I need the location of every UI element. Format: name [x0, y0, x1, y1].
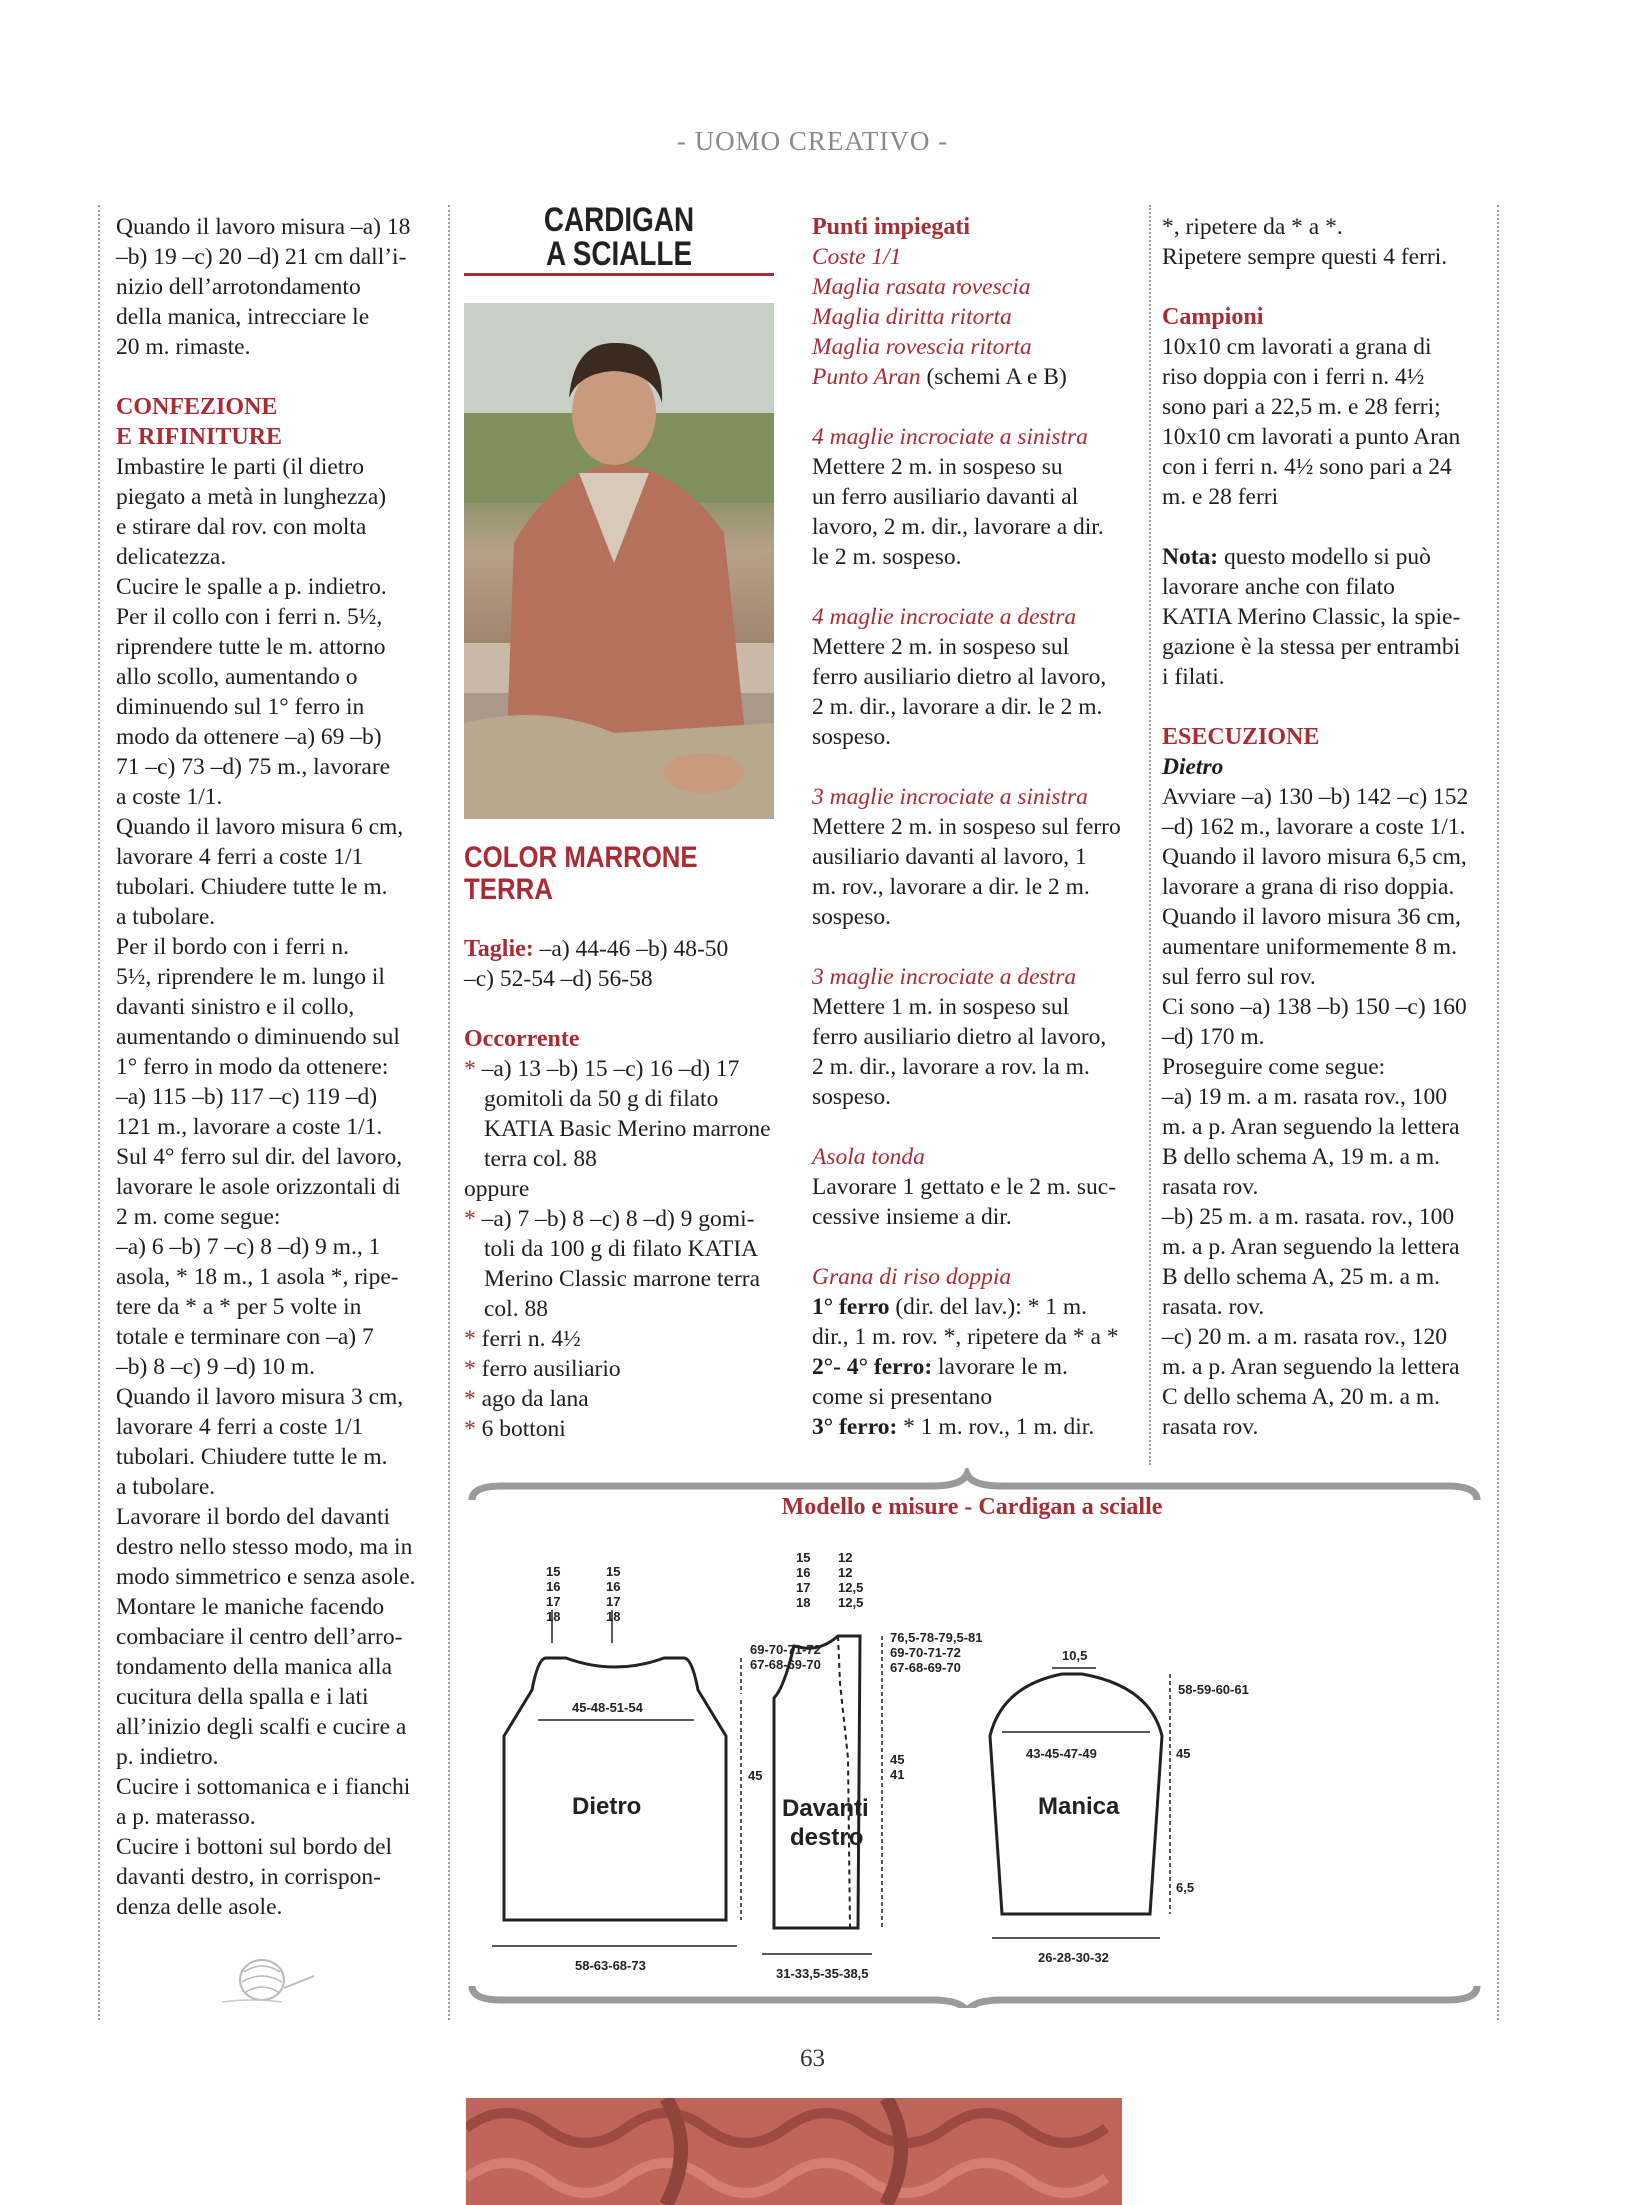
paragraph-line: a tubolare.	[116, 904, 216, 930]
paragraph-line: tubolari. Chiudere tutte le m.	[116, 874, 388, 900]
paragraph-line: combaciare il centro dell’arro-	[116, 1624, 403, 1650]
measure: 58-59-60-61	[1178, 1682, 1249, 1697]
paragraph-line: Montare le maniche facendo	[116, 1594, 385, 1620]
bullet-star: *	[464, 1056, 476, 1082]
instruction-line: ausiliario davanti al lavoro, 1	[812, 844, 1087, 870]
instruction-line: Mettere 2 m. in sospeso su	[812, 454, 1063, 480]
paragraph-line: p. indietro.	[116, 1744, 219, 1770]
paragraph-line: Quando il lavoro misura 36 cm,	[1162, 904, 1461, 930]
paragraph-line: 121 m., lavorare a coste 1/1.	[116, 1114, 383, 1140]
paragraph-line: Lavorare il bordo del davanti	[116, 1504, 391, 1530]
measure: 31-33,5-35-38,5	[776, 1966, 869, 1981]
paragraph-line: –a) 115 –b) 117 –c) 119 –d)	[116, 1084, 378, 1110]
davanti-label-2: destro	[790, 1824, 864, 1851]
occorrente-label: Occorrente	[464, 1026, 580, 1052]
measure: 67-68-69-70	[750, 1657, 821, 1672]
stitch-title: Grana di riso doppia	[812, 1264, 1012, 1290]
row-text: lavorare le m.	[932, 1354, 1068, 1380]
paragraph-line: sul ferro sul rov.	[1162, 964, 1316, 990]
stitch-title: Asola tonda	[812, 1144, 925, 1170]
measure: 18	[796, 1595, 811, 1610]
paragraph-line: rasata rov.	[1162, 1174, 1259, 1200]
instruction-line: Lavorare 1 gettato e le 2 m. suc-	[812, 1174, 1117, 1200]
paragraph-line: rasata rov.	[1162, 1414, 1259, 1440]
paragraph-line: KATIA Merino Classic, la spie-	[1162, 604, 1461, 630]
occorrente-item-cont: gomitoli da 50 g di filato	[484, 1086, 719, 1112]
row-label: 1° ferro	[812, 1294, 890, 1320]
paragraph-line: Cucire i sottomanica e i fianchi	[116, 1774, 411, 1800]
occorrente-item: ago da lana	[481, 1386, 589, 1412]
paragraph-line: m. e 28 ferri	[1162, 484, 1279, 510]
measure: 69-70-71-72	[890, 1645, 961, 1660]
paragraph-line: davanti destro, in corrispon-	[116, 1864, 381, 1890]
spacer	[116, 362, 432, 392]
article-title	[492, 203, 746, 271]
column-2-text	[464, 934, 784, 1444]
taglie-value: –a) 44-46 –b) 48-50	[533, 936, 729, 962]
paragraph-line: 71 –c) 73 –d) 75 m., lavorare	[116, 754, 391, 780]
measure: 41	[890, 1767, 905, 1782]
paragraph-line: modo da ottenere –a) 69 –b)	[116, 724, 382, 750]
color-title-line-2: TERRA	[464, 873, 553, 906]
paragraph-line: m. a p. Aran seguendo la lettera	[1162, 1234, 1460, 1260]
bullet-star: *	[464, 1356, 476, 1382]
paragraph-line: –a) 6 –b) 7 –c) 8 –d) 9 m., 1	[116, 1234, 381, 1260]
instruction-line: ferro ausiliario dietro al lavoro,	[812, 1024, 1107, 1050]
measure: 26-28-30-32	[1038, 1950, 1109, 1965]
measure: 58-63-68-73	[575, 1958, 646, 1973]
measure: 45-48-51-54	[572, 1700, 643, 1715]
paragraph-line: C dello schema A, 20 m. a m.	[1162, 1384, 1441, 1410]
instruction-line: sospeso.	[812, 904, 891, 930]
dietro-schematic	[492, 1610, 741, 1946]
bullet-star: *	[464, 1416, 476, 1442]
knit-swatch-photo	[466, 2098, 1122, 2205]
taglie-label: Taglie:	[464, 936, 534, 962]
paragraph-line: Proseguire come segue:	[1162, 1054, 1386, 1080]
paragraph-line: lavorare 4 ferri a coste 1/1	[116, 1414, 364, 1440]
stitch-title: 4 maglie incrociate a sinistra	[812, 424, 1088, 450]
measure: 15	[606, 1564, 621, 1579]
stitch-instructions	[812, 812, 1137, 932]
measure: 16	[606, 1579, 621, 1594]
occorrente-item: 6 bottoni	[481, 1416, 566, 1442]
instruction-line: cessive insieme a dir.	[812, 1204, 1012, 1230]
column-3-text	[812, 212, 1137, 1442]
measure: 6,5	[1176, 1880, 1195, 1895]
instruction-line: 2 m. dir., lavorare a rov. la m.	[812, 1054, 1090, 1080]
paragraph-line: e stirare dal rov. con molta	[116, 514, 367, 540]
paragraph-line: totale e terminare con –a) 7	[116, 1324, 374, 1350]
measure: 17	[606, 1594, 621, 1609]
paragraph-line: B dello schema A, 19 m. a m.	[1162, 1144, 1441, 1170]
measure: 12	[838, 1565, 853, 1580]
instruction-line: Mettere 2 m. in sospeso sul	[812, 634, 1070, 660]
paragraph-line: aumentare uniformemente 8 m.	[1162, 934, 1457, 960]
paragraph-line: Sul 4° ferro sul dir. del lavoro,	[116, 1144, 403, 1170]
paragraph-line: nizio dell’arrotondamento	[116, 274, 361, 300]
paragraph-line: asola, * 18 m., 1 asola *, ripe-	[116, 1264, 399, 1290]
paragraph-line: Quando il lavoro misura –a) 18	[116, 214, 411, 240]
diagram-title: Modello e misure - Cardigan a scialle	[781, 1494, 1163, 1520]
column-divider	[1497, 205, 1499, 2020]
instruction-line: sospeso.	[812, 724, 891, 750]
nota-label: Nota:	[1162, 544, 1219, 570]
stitch-instructions	[812, 1172, 1137, 1232]
stitch-name: Maglia rovescia ritorta	[812, 334, 1032, 360]
instruction-line: m. rov., lavorare a dir. le 2 m.	[812, 874, 1090, 900]
stitch-name: Coste 1/1	[812, 244, 902, 270]
paragraph-line: della manica, intrecciare le	[116, 304, 370, 330]
paragraph-line: con i ferri n. 4½ sono pari a 24	[1162, 454, 1452, 480]
paragraph-line: denza delle asole.	[116, 1894, 283, 1920]
paragraph-line: –c) 20 m. a m. rasata rov., 120	[1162, 1324, 1447, 1350]
paragraph-line: cucitura della spalla e i lati	[116, 1684, 369, 1710]
paragraph-line: lavorare le asole orizzontali di	[116, 1174, 401, 1200]
paragraph-line: Per il bordo con i ferri n.	[116, 934, 349, 960]
paragraph-line: modo simmetrico e senza asole.	[116, 1564, 416, 1590]
nota-text: questo modello si può	[1218, 544, 1431, 570]
campioni-text	[1162, 332, 1487, 512]
instruction-line: ferro ausiliario dietro al lavoro,	[812, 664, 1107, 690]
measure: 12,5	[838, 1595, 864, 1610]
taglie-value-2: –c) 52-54 –d) 56-58	[464, 966, 653, 992]
section-heading: E RIFINITURE	[116, 424, 283, 450]
measure: 69-70-71-72	[750, 1642, 821, 1657]
paragraph-line: m. a p. Aran seguendo la lettera	[1162, 1114, 1460, 1140]
davanti-measures	[776, 1550, 983, 1981]
row-text: come si presentano	[812, 1384, 993, 1410]
instruction-line: lavoro, 2 m. dir., lavorare a dir.	[812, 514, 1104, 540]
column-4-text	[1162, 212, 1487, 1442]
campioni-label: Campioni	[1162, 304, 1264, 330]
paragraph-line: all’inizio degli scalfi e cucire a	[116, 1714, 407, 1740]
garment-schematics	[462, 1468, 1482, 2008]
bullet-star: *	[464, 1206, 476, 1232]
measure: 18	[606, 1609, 621, 1624]
measure: 17	[546, 1594, 561, 1609]
occorrente-item-cont: terra col. 88	[484, 1146, 597, 1172]
paragraph-line: 2 m. come segue:	[116, 1204, 281, 1230]
paragraph-line: riso doppia con i ferri n. 4½	[1162, 364, 1425, 390]
occorrente-item: ferro ausiliario	[481, 1356, 621, 1382]
paragraph-line: tondamento della manica alla	[116, 1654, 393, 1680]
paragraph-line: piegato a metà in lunghezza)	[116, 484, 387, 510]
paragraph-line: gazione è la stessa per entrambi	[1162, 634, 1461, 660]
paragraph-line: Quando il lavoro misura 6,5 cm,	[1162, 844, 1467, 870]
instruction-line: Mettere 2 m. in sospeso sul ferro	[812, 814, 1121, 840]
stitch-instructions	[812, 452, 1137, 572]
paragraph-line: Imbastire le parti (il dietro	[116, 454, 364, 480]
paragraph-line: rasata. rov.	[1162, 1294, 1265, 1320]
measure: 17	[796, 1580, 811, 1595]
paragraph-line: Quando il lavoro misura 3 cm,	[116, 1384, 404, 1410]
occorrente-item-cont: col. 88	[484, 1296, 548, 1322]
paragraph-line: tubolari. Chiudere tutte le m.	[116, 1444, 388, 1470]
occorrente-item-cont: KATIA Basic Merino marrone	[484, 1116, 771, 1142]
esecuzione-label: ESECUZIONE	[1162, 724, 1320, 750]
title-line-2: A SCIALLE	[545, 235, 693, 273]
nota-text	[1162, 572, 1487, 692]
paragraph-line: allo scollo, aumentando o	[116, 664, 358, 690]
occorrente-item-cont: Merino Classic marrone terra	[484, 1266, 761, 1292]
occorrente-item-cont: toli da 100 g di filato KATIA	[484, 1236, 759, 1262]
paragraph-line: Quando il lavoro misura 6 cm,	[116, 814, 404, 840]
title-line-1: CARDIGAN	[543, 201, 695, 239]
oppure: oppure	[464, 1176, 530, 1202]
color-title	[464, 842, 731, 906]
paragraph-line: davanti sinistro e il collo,	[116, 994, 355, 1020]
occorrente-item: –a) 7 –b) 8 –c) 8 –d) 9 gomi-	[481, 1206, 755, 1232]
measure: 15	[546, 1564, 561, 1579]
color-title-line-1: COLOR MARRONE	[464, 841, 698, 874]
occorrente-item: ferri n. 4½	[481, 1326, 581, 1352]
measure: 45	[748, 1768, 763, 1783]
paragraph-line: –a) 19 m. a m. rasata rov., 100	[1162, 1084, 1447, 1110]
measure: 43-45-47-49	[1026, 1746, 1097, 1761]
dietro-label: Dietro	[1162, 754, 1224, 780]
instruction-line: un ferro ausiliario davanti al	[812, 484, 1079, 510]
stitch-instructions	[812, 992, 1137, 1112]
paragraph-line: B dello schema A, 25 m. a m.	[1162, 1264, 1441, 1290]
paragraph-line: 5½, riprendere le m. lungo il	[116, 964, 385, 990]
paragraph-line: Ci sono –a) 138 –b) 150 –c) 160	[1162, 994, 1467, 1020]
punti-label: Punti impiegati	[812, 214, 971, 240]
dietro-label: Dietro	[572, 1793, 642, 1820]
yarn-ball-logo	[222, 1952, 322, 2008]
model-photo-illustration	[464, 303, 774, 819]
instruction-line: sospeso.	[812, 1084, 891, 1110]
paragraph-line: –b) 8 –c) 9 –d) 10 m.	[116, 1354, 316, 1380]
column-divider	[1149, 205, 1151, 1465]
running-header: - UOMO CREATIVO -	[676, 126, 949, 156]
esecuzione-text	[1162, 782, 1487, 1442]
paragraph-line: 1° ferro in modo da ottenere:	[116, 1054, 389, 1080]
paragraph-line: lavorare 4 ferri a coste 1/1	[116, 844, 364, 870]
row-text: * 1 m. rov., 1 m. dir.	[897, 1414, 1095, 1440]
measure: 18	[546, 1609, 561, 1624]
row-text: (dir. del lav.): * 1 m.	[889, 1294, 1088, 1320]
paragraph-line: a p. materasso.	[116, 1804, 256, 1830]
row-text: dir., 1 m. rov. *, ripetere da * a *	[812, 1324, 1119, 1350]
paragraph-line: sono pari a 22,5 m. e 28 ferri;	[1162, 394, 1441, 420]
paragraph-line: 10x10 cm lavorati a grana di	[1162, 334, 1432, 360]
paragraph-line: –d) 162 m., lavorare a coste 1/1.	[1162, 814, 1466, 840]
row-label: 2°- 4° ferro:	[812, 1354, 933, 1380]
paragraph-line: a tubolare.	[116, 1474, 216, 1500]
measure: 16	[796, 1565, 811, 1580]
measure: 76,5-78-79,5-81	[890, 1630, 983, 1645]
stitch-title: 3 maglie incrociate a destra	[812, 964, 1077, 990]
column-divider	[98, 205, 100, 2020]
stitch-instructions	[812, 632, 1137, 752]
paragraph-line: lavorare anche con filato	[1162, 574, 1395, 600]
instruction-line: Mettere 1 m. in sospeso sul	[812, 994, 1070, 1020]
paragraph-line: –b) 25 m. a m. rasata. rov., 100	[1162, 1204, 1455, 1230]
bullet-star: *	[464, 1326, 476, 1352]
dietro-shoulder-left	[546, 1564, 821, 1973]
measure: 15	[796, 1550, 811, 1565]
column-1-text	[116, 212, 432, 1922]
measure: 12,5	[838, 1580, 864, 1595]
paragraph-line: 10x10 cm lavorati a punto Aran	[1162, 424, 1461, 450]
measure: 10,5	[1062, 1648, 1088, 1663]
measure: 67-68-69-70	[890, 1660, 961, 1675]
paragraph-line: 20 m. rimaste.	[116, 334, 251, 360]
stitch-name: Maglia diritta ritorta	[812, 304, 1012, 330]
stitch-title: 3 maglie incrociate a sinistra	[812, 784, 1088, 810]
page-number: 63	[800, 2045, 825, 2072]
measurement-diagram	[462, 1468, 1482, 2008]
paragraph-line: Ripetere sempre questi 4 ferri.	[1162, 244, 1448, 270]
paragraph-line: –d) 170 m.	[1162, 1024, 1265, 1050]
measure: 45	[1176, 1746, 1191, 1761]
paragraph-line: diminuendo sul 1° ferro in	[116, 694, 365, 720]
paragraph-line: –b) 19 –c) 20 –d) 21 cm dall’i-	[116, 244, 407, 270]
occorrente-item: –a) 13 –b) 15 –c) 16 –d) 17	[481, 1056, 740, 1082]
measure: 12	[838, 1550, 853, 1565]
measure: 45	[890, 1752, 905, 1767]
manica-label: Manica	[1038, 1793, 1120, 1820]
stitch-name: Maglia rasata rovescia	[812, 274, 1031, 300]
paragraph-line: *, ripetere da * a *.	[1162, 214, 1343, 240]
paragraph-line: riprendere tutte le m. attorno	[116, 634, 386, 660]
column-divider	[448, 205, 450, 2020]
paragraph-line: lavorare a grana di riso doppia.	[1162, 874, 1455, 900]
instruction-line: le 2 m. sospeso.	[812, 544, 962, 570]
instruction-line: 2 m. dir., lavorare a dir. le 2 m.	[812, 694, 1103, 720]
paragraph-line: delicatezza.	[116, 544, 227, 570]
paragraph-line: Cucire le spalle a p. indietro.	[116, 574, 387, 600]
paragraph-line: i filati.	[1162, 664, 1225, 690]
davanti-label-1: Davanti	[782, 1795, 869, 1822]
measure: 16	[546, 1579, 561, 1594]
stitch-name: Punto Aran	[812, 364, 921, 390]
stitch-note: (schemi A e B)	[920, 364, 1067, 390]
title-underline	[464, 273, 774, 276]
row-label: 3° ferro:	[812, 1414, 898, 1440]
paragraph-line: m. a p. Aran seguendo la lettera	[1162, 1354, 1460, 1380]
paragraph-line: aumentando o diminuendo sul	[116, 1024, 400, 1050]
paragraph-line: tere da * a * per 5 volte in	[116, 1294, 362, 1320]
bullet-star: *	[464, 1386, 476, 1412]
section-heading: CONFEZIONE	[116, 394, 278, 420]
model-photo	[464, 303, 774, 819]
paragraph-line: destro nello stesso modo, ma in	[116, 1534, 413, 1560]
paragraph-line: a coste 1/1.	[116, 784, 223, 810]
paragraph-line: Avviare –a) 130 –b) 142 –c) 152	[1162, 784, 1469, 810]
paragraph-line: Cucire i bottoni sul bordo del	[116, 1834, 393, 1860]
stitch-title: 4 maglie incrociate a destra	[812, 604, 1077, 630]
paragraph-line: Per il collo con i ferri n. 5½,	[116, 604, 383, 630]
knit-texture	[466, 2098, 1122, 2205]
